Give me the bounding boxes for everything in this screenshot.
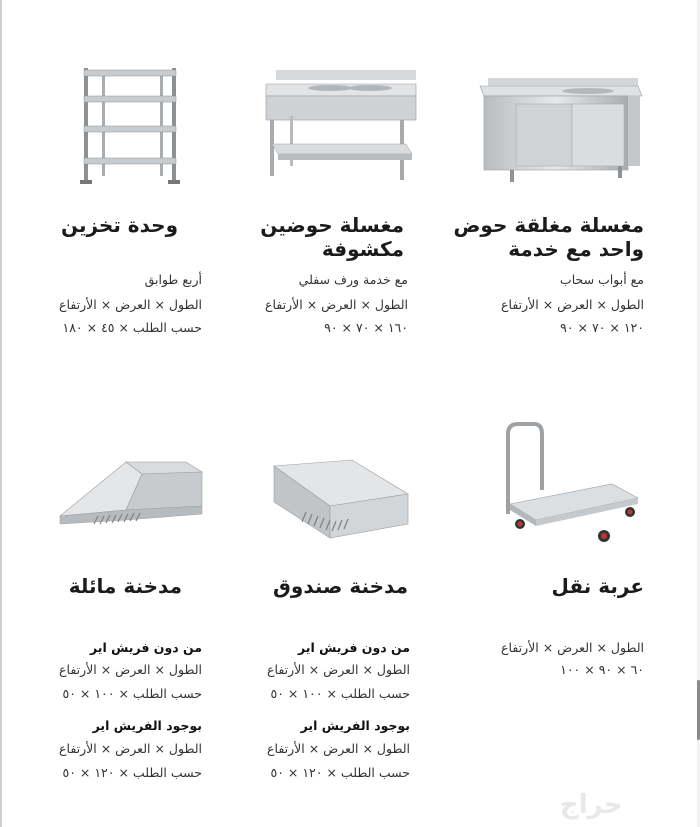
closed-sink-dimension-label: الطول × العرض × الأرتفاع [501,297,644,312]
storage-rack-title: وحدة تخزين [60,213,178,237]
page-left-edge [0,0,2,827]
box-hood-variant-with-fresh-air: بوجود الفريش اير [300,718,410,733]
sloped-hood-title: مدخنة مائلة [68,574,182,598]
sloped-hood-dimension-value-1: حسب الطلب × ١٠٠ × ٥٠ [62,686,202,701]
closed-sink-dimension-value: ١٢٠ × ٧٠ × ٩٠ [560,320,644,335]
box-hood-image [266,458,414,548]
sloped-hood-dimension-label-1: الطول × العرض × الأرتفاع [59,662,202,677]
sloped-hood-image [56,458,206,548]
box-hood-variant-no-fresh-air: من دون فريش اير [298,640,410,655]
sloped-hood-variant-with-fresh-air: بوجود الفريش اير [92,718,202,733]
box-hood-title: مدخنة صندوق [273,574,408,598]
storage-rack-dimension-label: الطول × العرض × الأرتفاع [59,297,202,312]
open-sink-title-line2: مكشوفة [321,237,404,261]
closed-sink-feature: مع أبواب سحاب [559,272,644,287]
box-hood-dimension-label-1: الطول × العرض × الأرتفاع [267,662,410,677]
sloped-hood-dimension-label-2: الطول × العرض × الأرتفاع [59,741,202,756]
open-sink-dimension-label: الطول × العرض × الأرتفاع [265,297,408,312]
watermark-logo: حراج [560,790,623,820]
closed-sink-title-line1: مغسلة مغلقة حوض [453,213,644,237]
open-sink-image [262,70,420,188]
box-hood-dimension-label-2: الطول × العرض × الأرتفاع [267,741,410,756]
storage-rack-dimension-value: حسب الطلب × ٤٥ × ١٨٠ [62,320,202,335]
sloped-hood-dimension-value-2: حسب الطلب × ١٢٠ × ٥٠ [62,765,202,780]
trolley-dimension-value: ٦٠ × ٩٠ × ١٠٠ [560,662,644,677]
open-sink-dimension-value: ١٦٠ × ٧٠ × ٩٠ [324,320,408,335]
box-hood-dimension-value-1: حسب الطلب × ١٠٠ × ٥٠ [270,686,410,701]
trolley-image [500,420,642,548]
storage-rack-image [80,66,180,188]
closed-sink-title-line2: واحد مع خدمة [508,237,644,261]
trolley-dimension-label: الطول × العرض × الأرتفاع [501,640,644,655]
box-hood-dimension-value-2: حسب الطلب × ١٢٠ × ٥٠ [270,765,410,780]
open-sink-feature: مع خدمة ورف سفلي [298,272,408,287]
storage-rack-feature: أربع طوابق [144,272,202,287]
open-sink-title-line1: مغسلة حوضين [260,213,404,237]
trolley-title: عربة نقل [551,574,644,598]
sloped-hood-variant-no-fresh-air: من دون فريش اير [90,640,202,655]
closed-sink-image [478,78,644,184]
